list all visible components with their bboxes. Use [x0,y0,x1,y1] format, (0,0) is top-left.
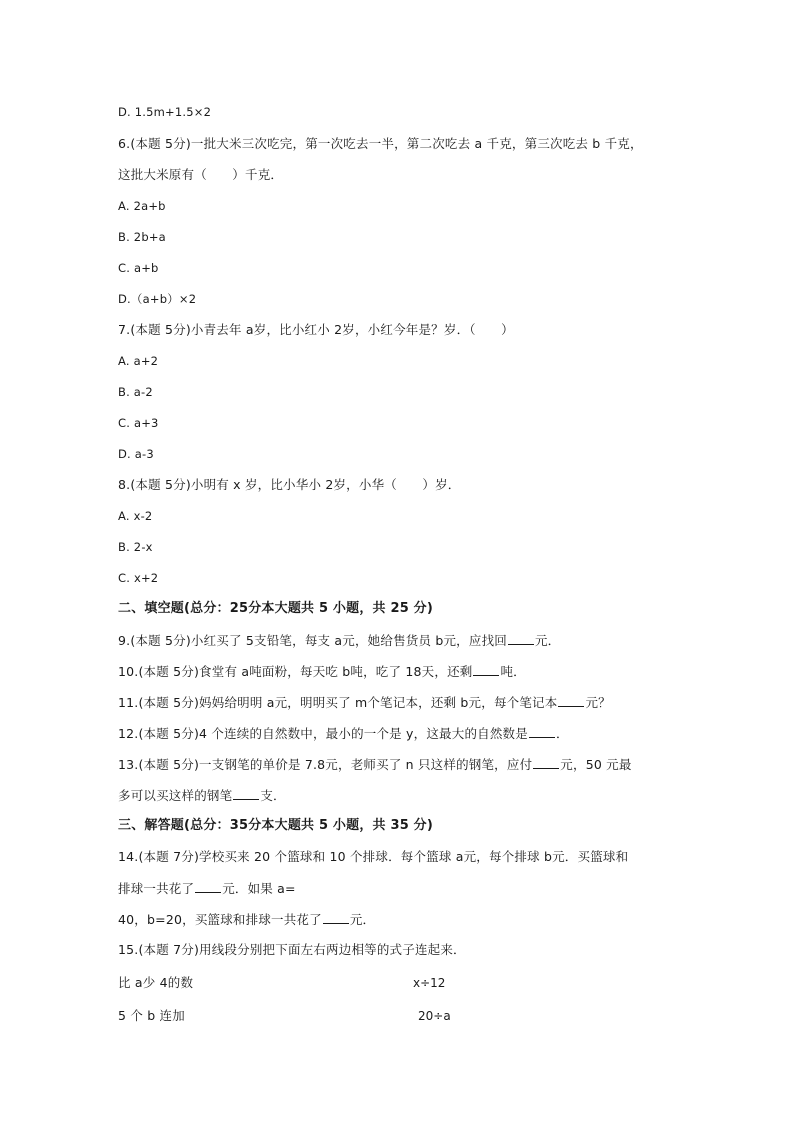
q14-text-line3: 40，b=20，买篮球和排球一共花了 [118,912,322,927]
q6-stem-line1: 6.(本题 5分)一批大米三次吃完，第一次吃去一半，第二次吃去 a 千克，第三次吃去 b 千克， [118,136,643,151]
q7-stem: 7.(本题 5分)小青去年 a岁，比小红小 2岁，小红今年是？岁．（ ） [118,322,514,337]
q12-stem [118,725,569,742]
q6-option-a: A. 2a+b [118,199,166,213]
q13-text-line2: 多可以买这样的钢笔 [118,788,233,803]
q7-option-a: A. a+2 [118,354,159,368]
q13-answer-blank-1[interactable] [533,756,559,769]
q13-stem-line2 [118,787,286,804]
q13-text-middle: 元，50 元最 [560,757,632,772]
q15-right-expression-1[interactable]: x÷12 [413,976,446,990]
q10-stem [118,663,526,680]
q13-answer-blank-2[interactable] [233,787,259,800]
q15-right-expression-2[interactable]: 20÷a [418,1009,451,1023]
q14-stem-line3 [118,911,375,928]
q12-answer-blank[interactable] [529,725,555,738]
q6-option-c: C. a+b [118,261,159,275]
q14-text-line2: 排球一共花了 [118,881,195,896]
q8-stem: 8.(本题 5分)小明有 x 岁，比小华小 2岁，小华（ ）岁． [118,477,461,492]
q11-text-end: 元？ [585,695,611,710]
q12-text: 12.(本题 5分)4 个连续的自然数中，最小的一个是 y，这最大的自然数是 [118,726,528,741]
q14-answer-blank-2[interactable] [323,911,349,924]
q10-text-end: 吨． [500,664,526,679]
q9-answer-blank[interactable] [508,632,534,645]
q9-text: 9.(本题 5分)小红买了 5支铅笔，每支 a元，她给售货员 b元，应找回 [118,633,507,648]
q5-option-d: D. 1.5m+1.5×2 [118,105,212,119]
q7-option-d: D. a-3 [118,447,154,461]
q14-text-line3-end: 元． [349,912,376,927]
q13-text-end: 支． [260,788,286,803]
q13-stem-line1 [118,756,632,773]
q9-text-end: 元． [534,633,561,648]
q14-answer-blank-1[interactable] [195,880,221,893]
q7-option-c: C. a+3 [118,416,159,430]
q7-option-b: B. a-2 [118,385,153,399]
q6-option-b: B. 2b+a [118,230,166,244]
section-3-title: 三、解答题(总分：35分本大题共 5 小题，共 35 分) [118,818,434,833]
q15-stem: 15.(本题 7分)用线段分别把下面左右两边相等的式子连起来． [118,942,466,957]
q14-text-line2-end: 元．如果 a= [222,881,296,896]
q12-text-end: ． [555,726,569,741]
q10-answer-blank[interactable] [473,663,499,676]
q8-option-c: C. x+2 [118,571,159,585]
q15-left-expression-1[interactable]: 比 a少 4的数 [118,975,194,990]
q6-stem-line2: 这批大米原有（ ）千克． [118,167,284,182]
q15-left-expression-2[interactable]: 5 个 b 连加 [118,1008,185,1023]
q8-option-b: B. 2-x [118,540,153,554]
q9-stem [118,632,560,649]
q11-stem [118,694,611,711]
q6-option-d: D.（a+b）×2 [118,292,197,306]
q8-option-a: A. x-2 [118,509,153,523]
q10-text: 10.(本题 5分)食堂有 a吨面粉，每天吃 b吨，吃了 18天，还剩 [118,664,473,679]
section-2-title: 二、填空题(总分：25分本大题共 5 小题，共 25 分) [118,601,434,616]
q11-text: 11.(本题 5分)妈妈给明明 a元，明明买了 m个笔记本，还剩 b元，每个笔记本 [118,695,558,710]
q14-stem-line1: 14.(本题 7分)学校买来 20 个篮球和 10 个排球．每个篮球 a元，每个排球 b元．买篮球和 [118,849,629,864]
q14-stem-line2 [118,880,296,897]
q11-answer-blank[interactable] [558,694,584,707]
q13-text: 13.(本题 5分)一支钢笔的单价是 7.8元，老师买了 n 只这样的钢笔，应付 [118,757,533,772]
